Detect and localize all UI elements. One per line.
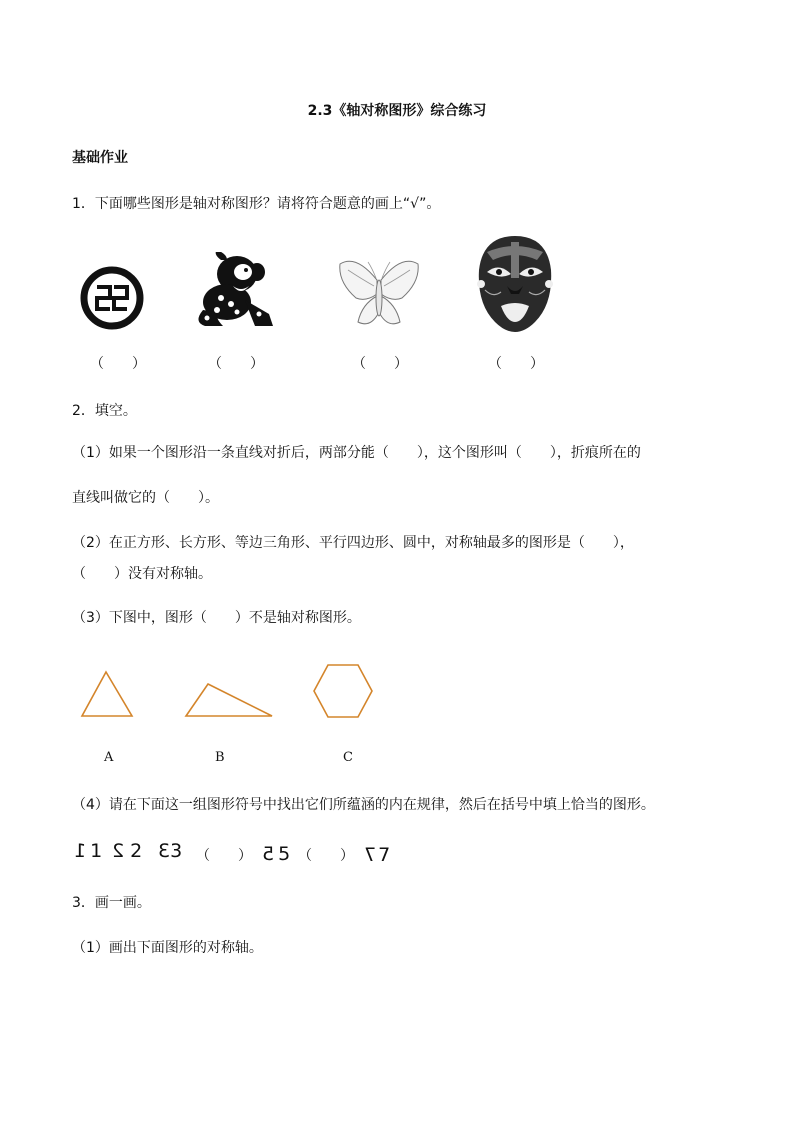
digit: 3 [170, 840, 183, 862]
q2-p1-line1: （1）如果一个图形沿一条直线对折后，两部分能（ ），这个图形叫（ ），折痕所在的 [72, 445, 641, 461]
shape-label-a: A [104, 750, 114, 765]
q2-p2-line1: （2）在正方形、长方形、等边三角形、平行四边形、圆中，对称轴最多的图形是（ ）， [72, 535, 634, 551]
shape-label-c: C [343, 750, 353, 765]
q2-p1-line2: 直线叫做它的（ ）。 [72, 490, 219, 506]
symbol-pair-1 [74, 840, 102, 862]
q1-answer-paren[interactable]: （ ） [488, 356, 544, 372]
q1-answer-paren[interactable]: （ ） [90, 356, 146, 372]
digit: 5 [278, 843, 291, 865]
symbol-pair-7 [364, 844, 390, 866]
opera-mask-icon [473, 234, 557, 334]
triangle-b-shape [182, 680, 278, 720]
shape-label-b: B [215, 750, 225, 765]
sequence-answer-paren[interactable]: （ ） [196, 848, 252, 864]
hexagon-c-shape [310, 662, 376, 720]
triangle-a-shape [78, 668, 136, 720]
symbol-pair-5 [262, 843, 290, 865]
mirrored-digit: 5 [262, 843, 275, 865]
q2-p3: （3）下图中，图形（ ）不是轴对称图形。 [72, 610, 361, 626]
q3-p1: （1）画出下面图形的对称轴。 [72, 940, 263, 956]
q2-p4: （4）请在下面这一组图形符号中找出它们所蕴涵的内在规律，然后在括号中填上恰当的图形。 [72, 797, 655, 813]
digit: 1 [90, 840, 103, 862]
q2-p2-line2: （ ）没有对称轴。 [72, 566, 212, 582]
mirrored-digit: 7 [364, 844, 377, 866]
symbol-pair-3 [158, 840, 182, 862]
q3-heading: 3．画一画。 [72, 895, 151, 911]
q2-heading: 2．填空。 [72, 403, 137, 419]
butterfly-icon [336, 258, 422, 332]
mirrored-digit: 3 [158, 840, 171, 862]
symbol-pair-2 [112, 840, 142, 862]
mirrored-digit: 1 [74, 840, 87, 862]
coin-emblem-icon [79, 265, 145, 331]
q1-answer-paren[interactable]: （ ） [208, 356, 264, 372]
q1-text: 1．下面哪些图形是轴对称图形？请将符合题意的画上“√”。 [72, 196, 441, 212]
monkey-papercut-icon [193, 252, 279, 328]
section-heading: 基础作业 [72, 150, 128, 166]
digit: 2 [130, 840, 143, 862]
digit: 7 [378, 844, 391, 866]
mirrored-digit: 2 [112, 840, 125, 862]
sequence-answer-paren[interactable]: （ ） [298, 848, 354, 864]
q1-answer-paren[interactable]: （ ） [352, 356, 408, 372]
page-title: 2.3《轴对称图形》综合练习 [307, 103, 487, 119]
